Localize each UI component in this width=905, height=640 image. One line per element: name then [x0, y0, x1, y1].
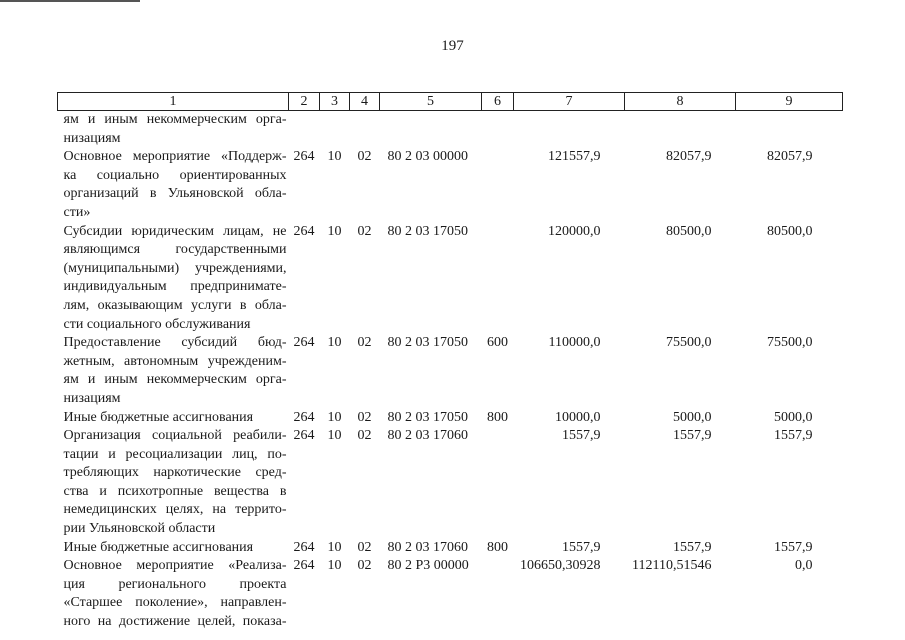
row-name: [58, 427, 289, 539]
header-col-9: 9: [736, 93, 843, 111]
amount-col-9: 82057,9: [767, 149, 813, 165]
amount-col-8: 1557,9: [673, 428, 712, 444]
chapter-code: 264: [293, 223, 315, 239]
budget-table: [57, 92, 843, 632]
header-row: [58, 93, 843, 111]
expense-type-code: 800: [487, 409, 508, 425]
amount-col-8: 80500,0: [666, 223, 712, 239]
row-name-line: тации и ресоциализации лиц, по-: [63, 446, 287, 462]
row-name-line: «Старшее поколение», направлен-: [63, 595, 287, 611]
row-name-line: сти»: [63, 204, 91, 220]
table-row: [58, 539, 843, 558]
chapter-code: 264: [293, 539, 315, 555]
subsection-code: 02: [357, 558, 372, 574]
header-col-8: 8: [625, 93, 736, 111]
row-name: [58, 223, 289, 335]
section-code: 10: [327, 223, 342, 239]
row-name-line: ция регионального проекта: [63, 576, 287, 592]
table-row: [58, 148, 843, 222]
amount-col-8: 5000,0: [673, 409, 712, 425]
expense-type-code: [482, 148, 514, 222]
amount-col-7: 1557,9: [562, 539, 601, 555]
row-name-line: ка социально ориентированных: [63, 167, 287, 183]
table-row: [58, 111, 843, 149]
chapter-code: 264: [293, 149, 315, 165]
target-article-code: 80 2 03 17060: [387, 428, 468, 444]
amount-col-8: 1557,9: [673, 539, 712, 555]
row-name-line: немедицинских целях, на террито-: [63, 502, 287, 518]
chapter-code: [289, 111, 320, 149]
chapter-code: 264: [293, 428, 315, 444]
row-name: [58, 148, 289, 222]
subsection-code: 02: [357, 539, 372, 555]
expense-type-code: [482, 111, 514, 149]
section-code: 10: [327, 428, 342, 444]
table-row: [58, 334, 843, 408]
row-name-line: жетным, автономным учрежденим-: [63, 353, 287, 369]
header-col-1: 1: [58, 93, 289, 111]
header-col-2: 2: [289, 93, 320, 111]
row-name-line: ного на достижение целей, показа-: [63, 614, 287, 630]
section-code: 10: [327, 409, 342, 425]
table-row: [58, 427, 843, 539]
target-article-code: 80 2 03 17050: [387, 409, 468, 425]
row-name-line: (муниципальными) учреждениями,: [63, 260, 287, 276]
row-name-line: организаций в Ульяновской обла-: [63, 186, 287, 202]
row-name-line: Иные бюджетные ассигнования: [63, 409, 254, 425]
amount-col-9: 80500,0: [767, 223, 813, 239]
row-name-line: Основное мероприятие «Реализа-: [63, 558, 287, 574]
row-name: [58, 409, 289, 428]
subsection-code: 02: [357, 223, 372, 239]
page-number: 197: [441, 38, 464, 54]
section-code: 10: [327, 149, 342, 165]
subsection-code: 02: [357, 409, 372, 425]
row-name-line: Иные бюджетные ассигнования: [63, 539, 254, 555]
section-code: 10: [327, 539, 342, 555]
row-name-line: Предоставление субсидий бюд-: [63, 335, 287, 351]
row-name-line: лям, оказывающим услуги в обла-: [63, 297, 287, 313]
row-name-line: Основное мероприятие «Поддерж-: [63, 149, 287, 165]
row-name-line: Субсидии юридическим лицам, не: [63, 223, 287, 239]
target-article-code: 80 2 03 17050: [387, 223, 468, 239]
amount-col-9: 0,0: [795, 558, 813, 574]
row-name-line: низациям: [63, 130, 121, 146]
row-name-line: низациям: [63, 390, 121, 406]
target-article-code: [380, 111, 482, 149]
amount-col-8: 75500,0: [666, 335, 712, 351]
amount-col-7: 120000,0: [548, 223, 601, 239]
header-col-3: 3: [320, 93, 350, 111]
header-col-4: 4: [350, 93, 380, 111]
expense-type-code: [482, 557, 514, 631]
amount-col-8: 112110,51546: [632, 558, 712, 574]
section-code: 10: [327, 335, 342, 351]
budget-table-container: [57, 92, 842, 632]
amount-col-7: 10000,0: [555, 409, 601, 425]
chapter-code: 264: [293, 409, 315, 425]
expense-type-code: 800: [487, 539, 508, 555]
row-name-line: Организация социальной реабили-: [63, 428, 287, 444]
amount-col-7: [514, 111, 625, 149]
subsection-code: [350, 111, 380, 149]
expense-type-code: 600: [487, 335, 508, 351]
row-name-line: индивидуальным предпринимате-: [63, 279, 287, 295]
amount-col-7: 106650,30928: [520, 558, 601, 574]
row-name-line: сти социального обслуживания: [63, 316, 251, 332]
section-code: 10: [327, 558, 342, 574]
amount-col-9: 75500,0: [767, 335, 813, 351]
table-row: [58, 557, 843, 631]
subsection-code: 02: [357, 335, 372, 351]
amount-col-9: [736, 111, 843, 149]
row-name: [58, 557, 289, 631]
row-name-line: рии Ульяновской области: [63, 521, 216, 537]
target-article-code: 80 2 03 00000: [387, 149, 468, 165]
amount-col-9: 1557,9: [774, 428, 813, 444]
row-name-line: являющимся государственными: [63, 242, 287, 258]
amount-col-8: [625, 111, 736, 149]
chapter-code: 264: [293, 558, 315, 574]
expense-type-code: [482, 427, 514, 539]
target-article-code: 80 2 03 17050: [387, 335, 468, 351]
row-name-line: ства и психотропные вещества в: [63, 483, 287, 499]
header-col-5: 5: [380, 93, 482, 111]
chapter-code: 264: [293, 335, 315, 351]
amount-col-7: 110000,0: [548, 335, 601, 351]
amount-col-9: 1557,9: [774, 539, 813, 555]
row-name-line: ям и иным некоммерческим орга-: [63, 372, 287, 388]
amount-col-7: 121557,9: [548, 149, 601, 165]
row-name: [58, 539, 289, 558]
subsection-code: 02: [357, 428, 372, 444]
header-col-6: 6: [482, 93, 514, 111]
subsection-code: 02: [357, 149, 372, 165]
section-code: [320, 111, 350, 149]
table-row: [58, 223, 843, 335]
row-name-line: требляющих наркотические сред-: [63, 465, 287, 481]
row-name: [58, 334, 289, 408]
target-article-code: 80 2 03 17060: [387, 539, 468, 555]
row-name-line: ям и иным некоммерческим орга-: [63, 112, 287, 127]
table-body: [58, 111, 843, 632]
amount-col-7: 1557,9: [562, 428, 601, 444]
row-name: [58, 111, 289, 149]
target-article-code: 80 2 P3 00000: [387, 558, 469, 574]
scan-edge-line: [0, 0, 140, 2]
header-col-7: 7: [514, 93, 625, 111]
expense-type-code: [482, 223, 514, 335]
table-row: [58, 409, 843, 428]
amount-col-9: 5000,0: [774, 409, 813, 425]
amount-col-8: 82057,9: [666, 149, 712, 165]
